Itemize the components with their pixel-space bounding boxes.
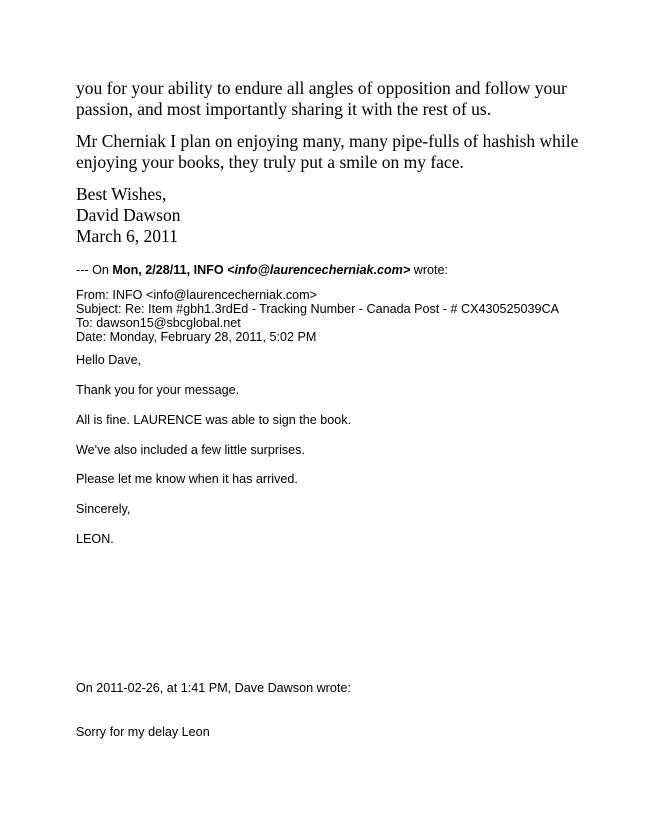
quote-suffix: wrote: [410, 263, 449, 277]
date-line: Date: Monday, February 28, 2011, 5:02 PM [76, 330, 317, 344]
reply-line: Please let me know when it has arrived. [76, 472, 298, 486]
reply-line: All is fine. LAURENCE was able to sign the book. [76, 413, 352, 427]
subject-line: Subject: Re: Item #gbh1.3rdEd - Tracking Number - Canada Post - # CX430525039CA [76, 302, 560, 316]
author-name: David Dawson [76, 205, 181, 225]
letter-paragraph-1 [76, 78, 567, 120]
quote-prefix: --- On [76, 263, 113, 277]
quote-email: <info@laurencecherniak.com> [227, 263, 411, 277]
from-line: From: INFO <info@laurencecherniak.com> [76, 288, 317, 302]
letter-paragraph-2 [76, 131, 578, 173]
email-headers [76, 288, 559, 344]
reply-closing: Sincerely, [76, 502, 131, 516]
quote-header [76, 263, 448, 277]
letter-signoff [76, 184, 181, 247]
reply-line: We've also included a few little surprises. [76, 443, 305, 457]
text-line: enjoying your books, they truly put a smile on my face. [76, 152, 464, 172]
reply-line: Thank you for your message. [76, 383, 240, 397]
text-line: Mr Cherniak I plan on enjoying many, many pipe-fulls of hashish while [76, 131, 579, 151]
earlier-message-header: On 2011-02-26, at 1:41 PM, Dave Dawson wrote: [76, 681, 351, 695]
text-line: you for your ability to endure all angles of opposition and follow your [76, 78, 567, 98]
reply-greeting: Hello Dave, [76, 353, 142, 367]
letter-date: March 6, 2011 [76, 226, 178, 246]
to-line: To: dawson15@sbcglobal.net [76, 316, 241, 330]
text-line: passion, and most importantly sharing it with the rest of us. [76, 99, 492, 119]
reply-name: LEON. [76, 532, 114, 546]
earlier-message-line: Sorry for my delay Leon [76, 725, 210, 739]
closing-text: Best Wishes, [76, 184, 167, 204]
quote-date: Mon, 2/28/11, INFO [112, 263, 228, 277]
